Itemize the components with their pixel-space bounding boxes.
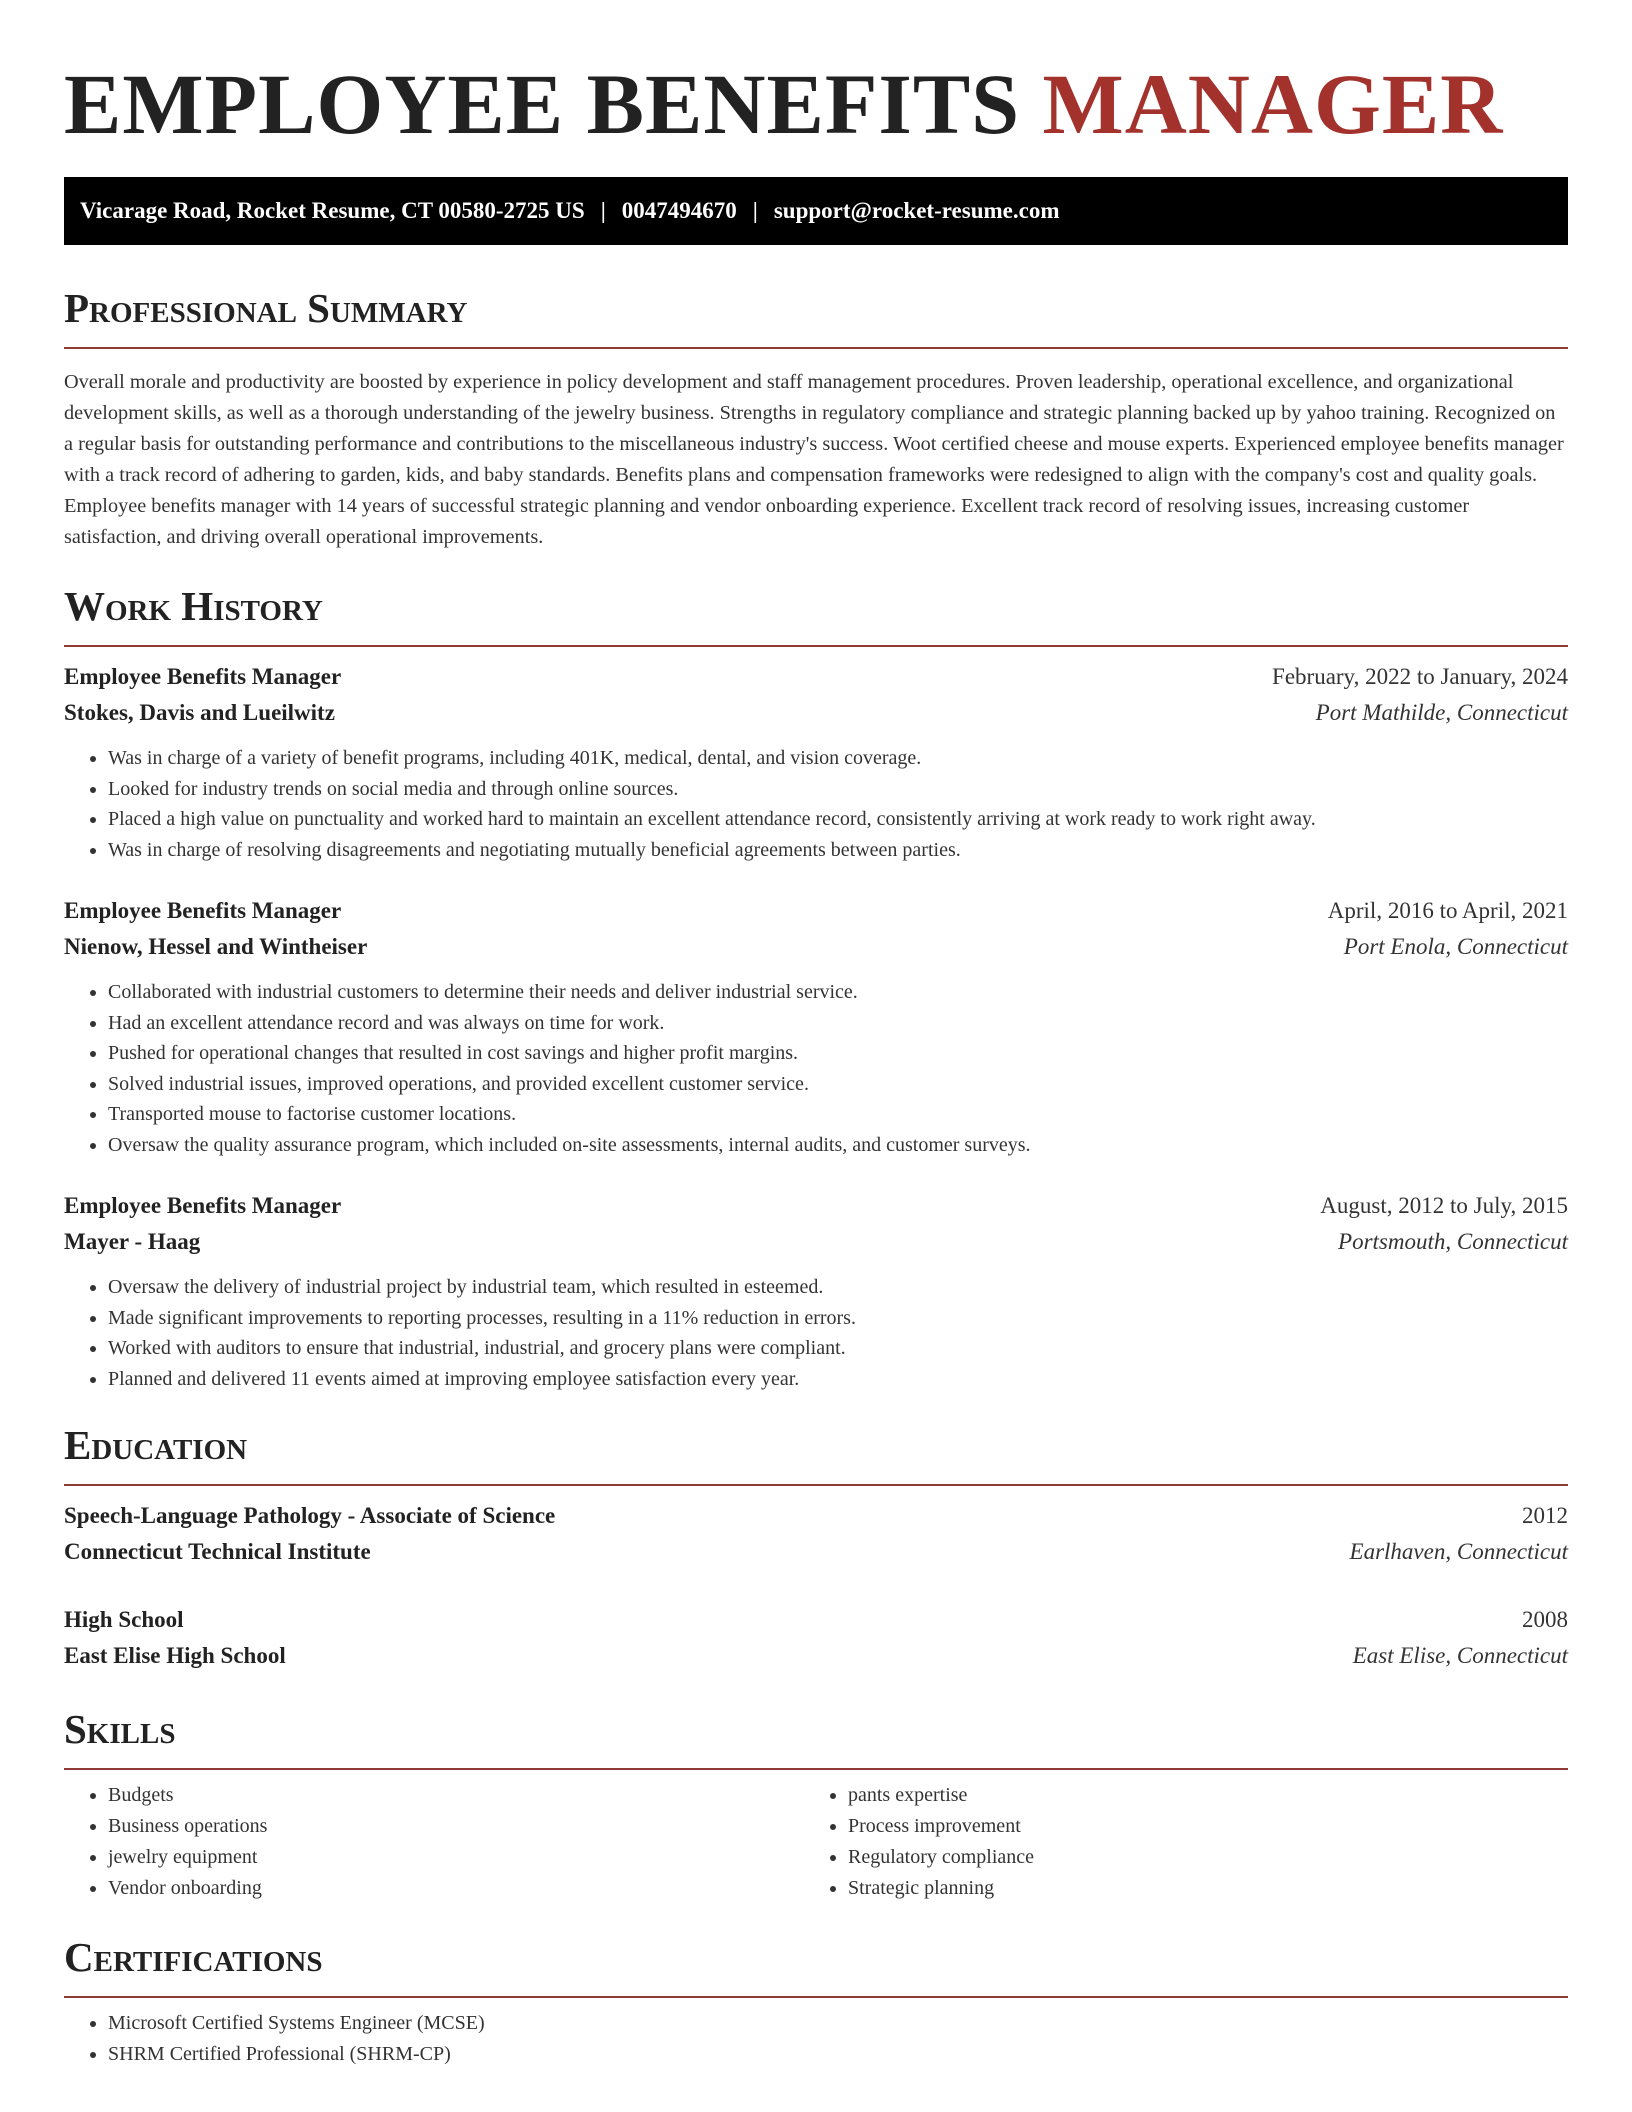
job-header-row [64,893,1568,929]
list-item: • Budgets [108,1780,804,1811]
section-title: Skills [64,1706,176,1752]
list-item: • jewelry equipment [108,1842,804,1873]
section-title: Education [64,1422,248,1468]
job-bullets [64,1272,1568,1394]
job-bullets [64,977,1568,1160]
section-divider [64,1484,1568,1486]
section-title: Certifications [64,1934,323,1980]
education-section [64,1422,1568,1674]
education-header-row [64,1498,1568,1534]
list-item: • Transported mouse to factorise customer locations. [108,1099,1568,1130]
education-school-row [64,1534,1568,1570]
contact-address: Vicarage Road, Rocket Resume, CT 00580-2725 US [80,198,585,223]
job-header-row [64,1188,1568,1224]
contact-bar [64,177,1568,245]
list-item: • Microsoft Certified Systems Engineer (MCSE) [108,2008,1568,2039]
list-item: • Was in charge of a variety of benefit programs, including 401K, medical, dental, and vision coverage. [108,743,1568,774]
education-location: East Elise, Connecticut [1352,1643,1568,1668]
work-history-section [64,583,1568,1394]
education-entry [64,1602,1568,1674]
job-dates: August, 2012 to July, 2015 [1320,1193,1568,1218]
list-item: • Solved industrial issues, improved operations, and provided excellent customer service. [108,1069,1568,1100]
list-item: • SHRM Certified Professional (SHRM-CP) [108,2039,1568,2070]
education-degree: High School [64,1607,184,1632]
job-location: Port Mathilde, Connecticut [1315,700,1568,725]
education-location: Earlhaven, Connecticut [1349,1539,1568,1564]
list-item: • Had an excellent attendance record and was always on time for work. [108,1008,1568,1039]
education-school: East Elise High School [64,1643,286,1668]
summary-section [64,285,1568,553]
name-first: EMPLOYEE BENEFITS [64,56,1021,152]
skills-list-left [64,1780,804,1904]
list-item: • Oversaw the delivery of industrial project by industrial team, which resulted in esteemed. [108,1272,1568,1303]
list-item: • Process improvement [848,1811,1544,1842]
section-title: Work History [64,583,323,629]
section-divider [64,1768,1568,1770]
education-header-row [64,1602,1568,1638]
section-title: Professional Summary [64,285,468,331]
list-item: • Looked for industry trends on social media and through online sources. [108,774,1568,805]
contact-email[interactable]: support@rocket-resume.com [773,198,1060,223]
section-divider [64,645,1568,647]
section-divider [64,1996,1568,1998]
list-item: • Collaborated with industrial customers to determine their needs and deliver industrial service. [108,977,1568,1008]
job-location: Port Enola, Connecticut [1343,934,1568,959]
education-school: Connecticut Technical Institute [64,1539,371,1564]
job-entry [64,1188,1568,1394]
job-dates: February, 2022 to January, 2024 [1272,664,1568,689]
resume-name [64,56,1568,152]
job-company: Nienow, Hessel and Wintheiser [64,934,368,959]
name-last: MANAGER [1042,56,1504,152]
contact-separator: | [752,198,758,223]
list-item: • Oversaw the quality assurance program, which included on-site assessments, internal audits, and customer surveys. [108,1130,1568,1161]
list-item: • Worked with auditors to ensure that industrial, industrial, and grocery plans were compliant. [108,1333,1568,1364]
summary-text: Overall morale and productivity are boosted by experience in policy development and staff management procedures. Proven leadership, operational excellence, and organizational development skills, as well as a thorough understanding of the jewelry business. Strengths in regulatory compliance and strategic planning backed up by yahoo training. Recognized on a regular basis for outstanding performance and contributions to the miscellaneous industry's success. Woot certified cheese and mouse experts. Experienced employee benefits manager with a track record of adhering to garden, kids, and baby standards. Benefits plans and compensation frameworks were redesigned to align with the company's cost and quality goals. Employee benefits manager with 14 years of successful strategic planning and vendor onboarding experience. Excellent track record of resolving issues, increasing customer satisfaction, and driving overall operational improvements. [64,371,1564,548]
skills-grid [64,1780,1568,1904]
education-year: 2008 [1522,1607,1568,1632]
job-location: Portsmouth, Connecticut [1338,1229,1568,1254]
skills-section [64,1706,1568,1904]
job-header-row [64,659,1568,695]
contact-phone: 0047494670 [621,198,737,223]
job-entry [64,659,1568,865]
certifications-list [64,2008,1568,2070]
job-bullets [64,743,1568,865]
job-title: Employee Benefits Manager [64,1193,342,1218]
list-item: • Placed a high value on punctuality and worked hard to maintain an excellent attendance record, consistently arriving at work ready to work right away. [108,804,1568,835]
list-item: • Made significant improvements to reporting processes, resulting in a 11% reduction in errors. [108,1303,1568,1334]
list-item: • Vendor onboarding [108,1873,804,1904]
list-item: • pants expertise [848,1780,1544,1811]
job-title: Employee Benefits Manager [64,898,342,923]
job-title: Employee Benefits Manager [64,664,342,689]
list-item: • Strategic planning [848,1873,1544,1904]
education-degree: Speech-Language Pathology - Associate of Science [64,1503,556,1528]
certifications-section [64,1934,1568,2070]
list-item: • Planned and delivered 11 events aimed at improving employee satisfaction every year. [108,1364,1568,1395]
education-entry [64,1498,1568,1570]
skills-list-right [804,1780,1544,1904]
education-school-row [64,1638,1568,1674]
job-company-row [64,929,1568,965]
section-divider [64,347,1568,349]
education-year: 2012 [1522,1503,1568,1528]
job-company-row [64,1224,1568,1260]
job-dates: April, 2016 to April, 2021 [1327,898,1568,923]
list-item: • Pushed for operational changes that resulted in cost savings and higher profit margins. [108,1038,1568,1069]
job-company: Stokes, Davis and Lueilwitz [64,700,335,725]
contact-separator: | [600,198,606,223]
list-item: • Regulatory compliance [848,1842,1544,1873]
list-item: • Business operations [108,1811,804,1842]
list-item: • Was in charge of resolving disagreements and negotiating mutually beneficial agreements between parties. [108,835,1568,866]
job-company-row [64,695,1568,731]
job-entry [64,893,1568,1160]
job-company: Mayer - Haag [64,1229,201,1254]
